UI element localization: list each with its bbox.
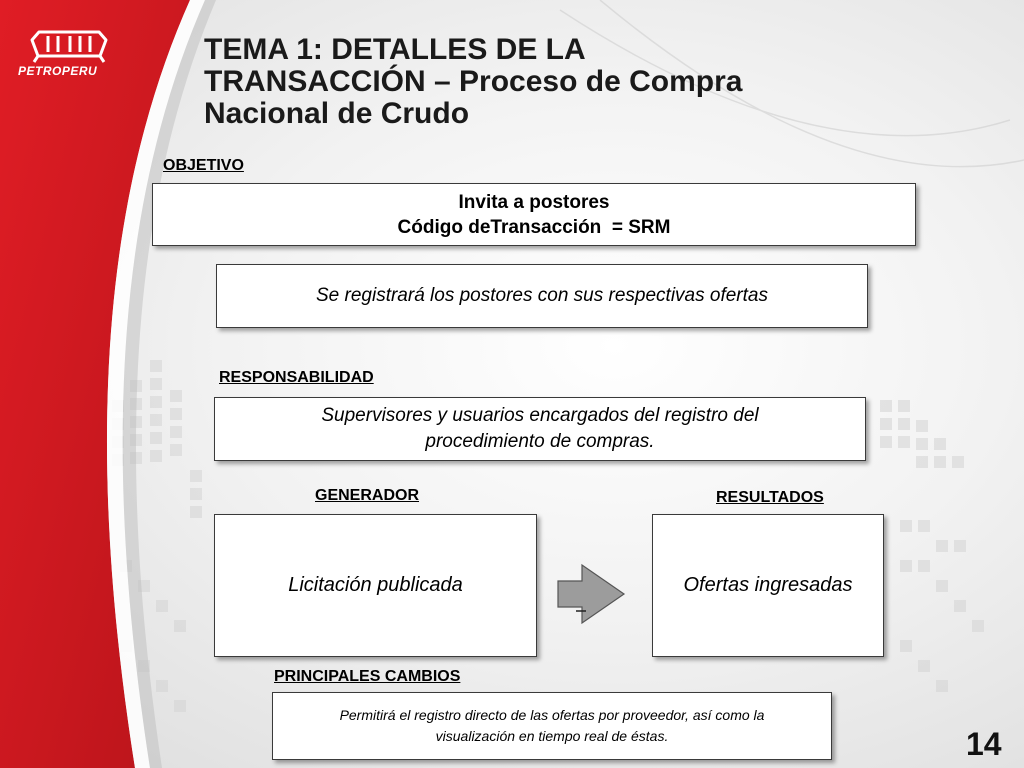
objetivo-line-1: Invita a postores bbox=[458, 191, 610, 213]
right-arrow-icon bbox=[556, 563, 628, 625]
responsabilidad-line-1: Supervisores y usuarios encargados del registro del bbox=[321, 405, 759, 426]
responsabilidad-label: RESPONSABILIDAD bbox=[219, 369, 374, 386]
generador-label: GENERADOR bbox=[315, 487, 420, 504]
objetivo-detail-box bbox=[216, 264, 868, 328]
title-line-1: TEMA 1: DETALLES DE LA bbox=[204, 33, 586, 66]
resultados-box bbox=[652, 514, 884, 657]
resultados-text: Ofertas ingresadas bbox=[683, 574, 853, 596]
brand-name: PETROPERU bbox=[18, 64, 98, 78]
objetivo-label: OBJETIVO bbox=[163, 157, 244, 174]
slide-title bbox=[204, 34, 864, 130]
responsabilidad-line-2: procedimiento de compras. bbox=[425, 431, 655, 452]
objetivo-box bbox=[152, 183, 916, 246]
cambios-line-1: Permitirá el registro directo de las ofertas por proveedor, así como la bbox=[339, 707, 765, 723]
title-line-2: TRANSACCIÓN – Proceso de Compra bbox=[204, 65, 743, 98]
objetivo-detail-text: Se registrará los postores con sus respectivas ofertas bbox=[316, 285, 768, 306]
generador-box bbox=[214, 514, 537, 657]
responsabilidad-box bbox=[214, 397, 866, 461]
resultados-label: RESULTADOS bbox=[716, 489, 824, 506]
page-number: 14 bbox=[966, 726, 1002, 762]
cambios-line-2: visualización en tiempo real de éstas. bbox=[435, 728, 669, 744]
cambios-box bbox=[272, 692, 832, 760]
objetivo-line-2: Código deTransacción = SRM bbox=[397, 216, 671, 238]
cambios-label: PRINCIPALES CAMBIOS bbox=[274, 668, 461, 685]
title-line-3: Nacional de Crudo bbox=[204, 97, 470, 130]
generador-text: Licitación publicada bbox=[288, 574, 463, 596]
